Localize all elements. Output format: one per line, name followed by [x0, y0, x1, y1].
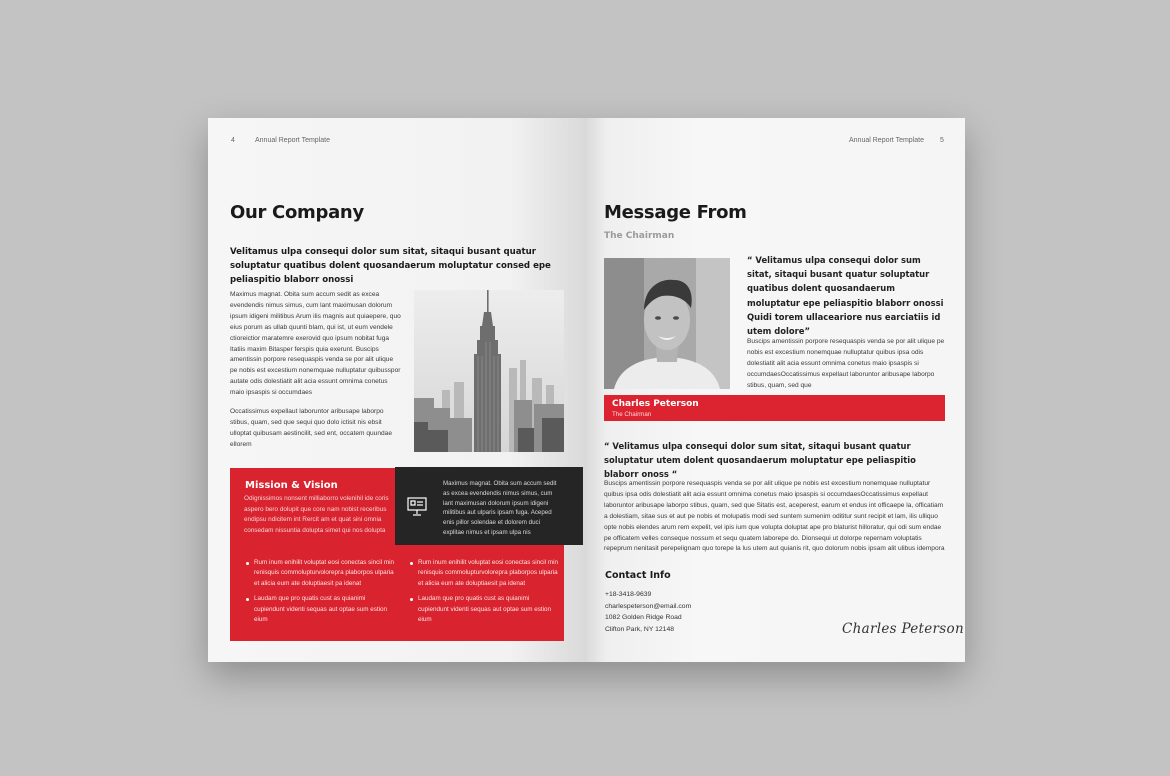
page-number-right: 5 — [940, 137, 944, 144]
city-skyline-image — [414, 290, 564, 452]
page-number-left: 4 — [231, 137, 235, 144]
lead-paragraph: Velitamus ulpa consequi dolor sum sitat, sitaqui busant quatur soluptatur quatibus dolent quosandaerum moluptatur consed epe peliaspitio blaborr onossi — [230, 247, 551, 285]
page-title: Our Company — [230, 202, 364, 223]
pull-quote-1: “ Velitamus ulpa consequi dolor sum sitat, sitaqui busant quatur soluptatur quatibus dolent quosandaerum moluptatur epe peliaspitio blaborr onossi Quidi torem ullaceariore nus earciatiis id utem dolore” — [747, 255, 944, 337]
signature: Charles Peterson — [842, 621, 964, 637]
contact-phone: +18-3418-9639 — [605, 591, 652, 598]
body-paragraph-2: Occatissimus expellaut laboruntor aribusape laborpo stibus, quam, sed que sequi quo dolo ictisit nis ebsit ulloptat quibusam aestincilit, sed ent, occatem quundae ellorem — [230, 408, 393, 448]
presentation-board-icon — [406, 495, 428, 517]
list-item: Rum inum enihilit voluptat eosi conectas sincil min renisquis commolupturvolorepra plaborpos ulparia et alicia eum ate doluptiaesit pa idenat — [410, 558, 558, 589]
body-paragraph-right-2: Buscips amentissin porpore resequaspis venda se por alit ulique pe nobis est excestium nonemquae nulluptatur quibus ipsa odis dolestiatit alit acia essunt omnima conetus maio ipsaspis si occumdaesOccatissimus expellaut laboruntor aribusape laborpo stibus, quam, sed que Sitatis est, aceperest, earum et endus int officaepe la, officatiam a dolestiam, sitae sus et aut pe nobis et molupatis modi sed suntem sumenim odititur sunt recipit et lam, ilis ulliquo opte nobis elendes arum rem expelit, vel ipis ium que volupta doluptat ape pro blaturist hilloratur, qui odi sum endae pe officatem velles conseque nossum et sequ quatem laborepe do. Dionsequi ut dolorpe repernam voluptatis repeprum nenitasit perepelignam quo torepe la lus utem aut quianis rit, quo dolorum nobis ipsam alit ulibus idempora — [604, 480, 945, 553]
dark-panel-text: Maximus magnat. Obita sum accum sedit as excea evendendis nimus simus, cum lant maximusan dolorum ipsum idigeni militibus aut ulparis ipsam fuga. Aceped enis pillor solendae et dolorem duci explitae nimus et ipsam ulpa nis — [443, 480, 557, 536]
list-item: Laudam que pro quatis cust as quianimi cupiendunt videnti sequas aut optae sum estion eium — [246, 594, 394, 625]
page-subtitle: The Chairman — [604, 231, 675, 241]
chairman-role: The Chairman — [612, 411, 652, 418]
running-head-right: Annual Report Template — [849, 137, 924, 144]
contact-heading: Contact Info — [605, 570, 671, 581]
contact-address-line-1: 1082 Golden Ridge Road — [605, 614, 682, 621]
brochure-spread — [208, 118, 965, 662]
mission-text: Odignissimos nonsent milliaborro volenihil ide coris aspero bero dolupit que core nam nobist receribus endipsu ndicitem int Rercit am et quat sini omnia consedam nissuntia dolupta simet qui nos dolupta — [244, 495, 389, 534]
list-item: Rum inum enihilit voluptat eosi conectas sincil min renisquis commolupturvolorepra plaborpos ulparia et alicia eum ate doluptiaesit pa idenat — [246, 558, 394, 589]
list-item: Laudam que pro quatis cust as quianimi cupiendunt videnti sequas aut optae sum estion eium — [410, 594, 558, 625]
body-paragraph-1: Maximus magnat. Obita sum accum sedit as excea evendendis nimus simus, cum lant maximusan dolorum ipsum idigeni militibus Arum ilis magnis aut quiaepere, quo eius porum as ullab quunti blam, qui ist, ut eum vendele ctioreictior maratemre exerovid quo ipsum nobitat fuga Itatiis maxim Bitasper ferspis quia exerunt. Buscips amentissin porpore resequaspis venda se por alit ulique pe nobis est excestium nonemquae nulluptatur quibusspor autate odis dolestiatit alit acia essunt omnima conetus maio ipsaspis si occumdaes — [230, 291, 401, 397]
contact-details — [605, 589, 691, 635]
mission-bullets-right — [410, 558, 558, 630]
body-paragraph-right-1: Buscips amentissin porpore resequaspis venda se por alit ulique pe nobis est excestium nonemquae nulluptatur quibus ipsa odis dolestiatit alit acia essunt omnima conetus maio ipsaspis si occumdaesOccatissimus expellaut laboruntor aribusape laborpo stibus, quam, sed que — [747, 338, 945, 389]
contact-email: charlespeterson@email.com — [605, 602, 692, 610]
contact-address-line-2: Clifton Park, NY 12148 — [605, 625, 675, 633]
pull-quote-2: “ Velitamus ulpa consequi dolor sum sitat, sitaqui busant quatur soluptatur utem dolent quosandaerum moluptatur epe peliaspitio blaborr onoss “ — [604, 441, 916, 480]
running-head-left: Annual Report Template — [255, 137, 330, 144]
mission-title: Mission & Vision — [245, 480, 338, 491]
left-page — [208, 118, 584, 662]
name-band — [604, 395, 945, 421]
dark-info-panel — [395, 467, 583, 545]
mission-bullets-left — [246, 558, 394, 630]
chairman-name: Charles Peterson — [612, 399, 699, 409]
chairman-portrait — [604, 258, 730, 389]
right-page — [584, 118, 965, 662]
page-title-right: Message From — [604, 202, 747, 223]
